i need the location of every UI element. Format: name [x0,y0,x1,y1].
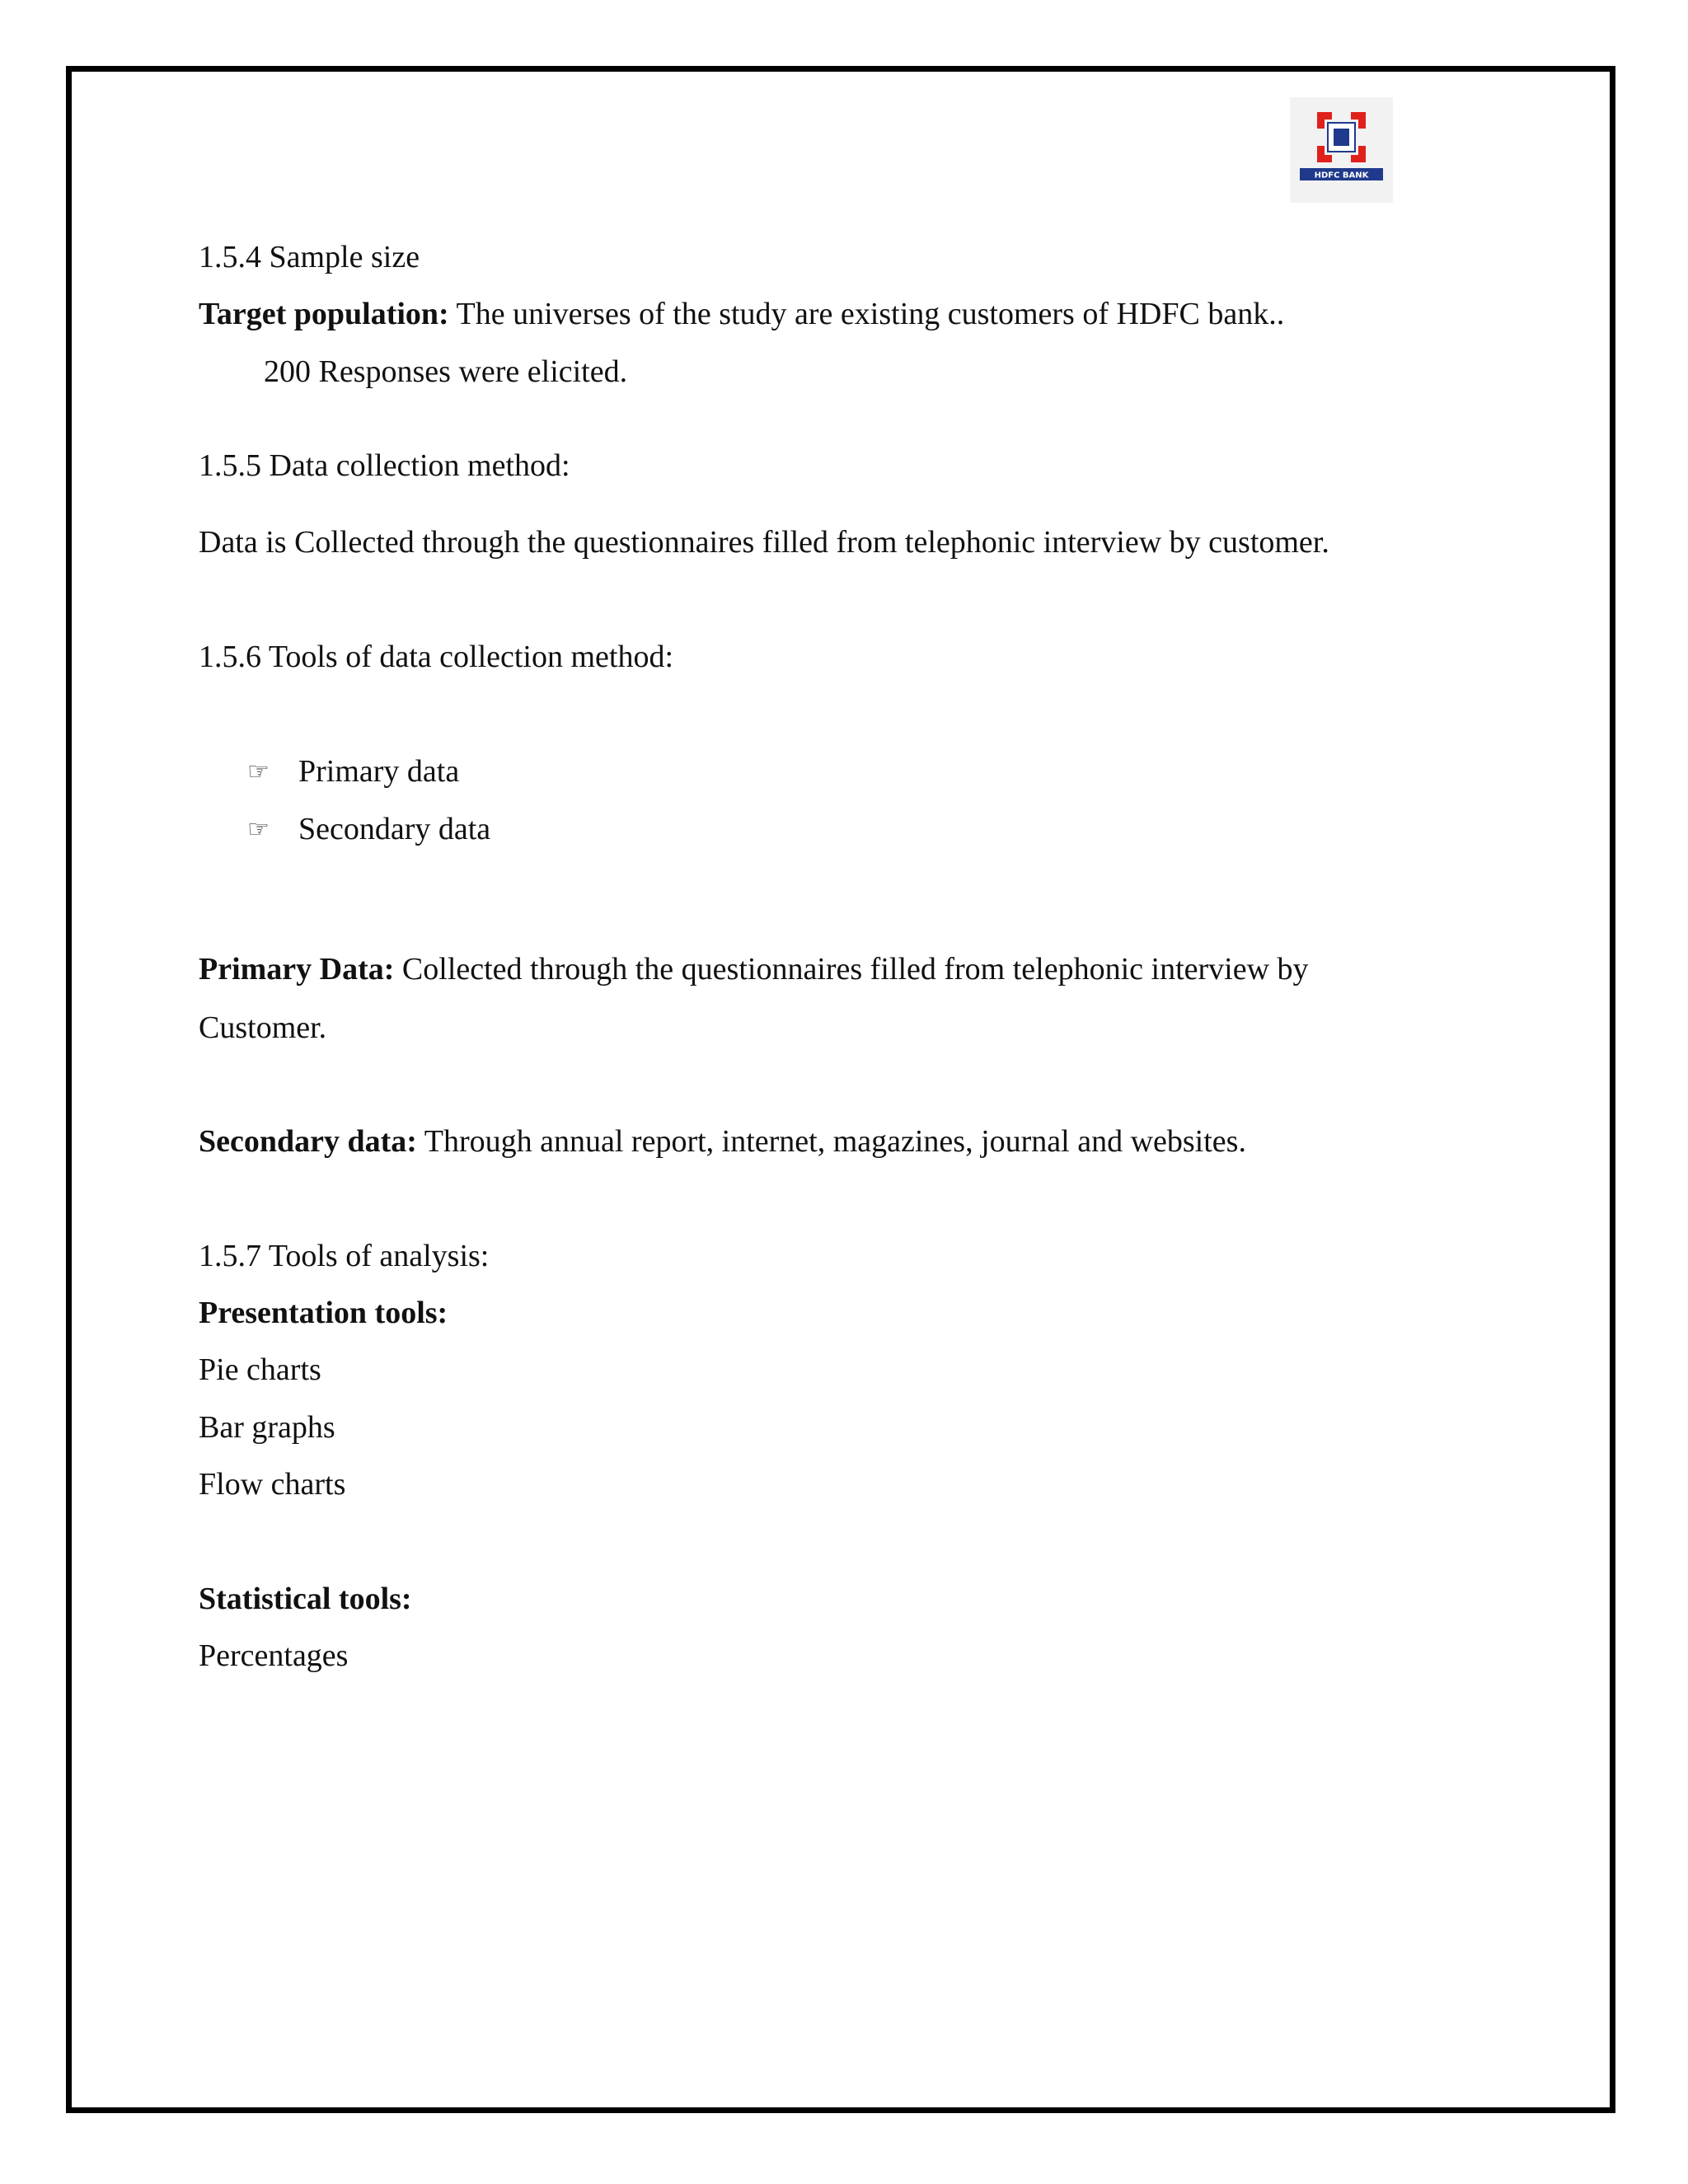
target-population-paragraph [199,295,1284,333]
statistical-tool-item: Percentages [199,1638,349,1673]
data-collection-text: Data is Collected through the questionnaires filled from telephonic interview by customer. [199,525,1329,560]
hdfc-logo-icon [1290,97,1393,203]
presentation-tool-item: Bar graphs [199,1410,335,1445]
statistical-tools-label: Statistical tools: [199,1582,412,1616]
primary-data-text: Collected through the questionnaires filled from telephonic interview by [394,952,1309,987]
responses-text: 200 Responses were elicited. [264,354,628,389]
secondary-data-text: Through annual report, internet, magazines, journal and websites. [416,1124,1246,1159]
pointing-hand-icon: ☞ [247,815,270,844]
secondary-data-paragraph [199,1122,1246,1160]
sample-size-heading: 1.5.4 Sample size [199,240,420,274]
pointing-hand-icon: ☞ [247,757,270,786]
list-item-label: Secondary data [298,812,491,846]
presentation-tools-label: Presentation tools: [199,1296,448,1330]
hdfc-bank-logo [1290,97,1393,203]
tools-collection-heading: 1.5.6 Tools of data collection method: [199,640,674,674]
primary-data-text-continued: Customer. [199,1010,327,1045]
primary-data-paragraph [199,950,1309,988]
presentation-tool-item: Pie charts [199,1352,321,1387]
presentation-tool-item: Flow charts [199,1467,346,1502]
list-item-label: Primary data [298,754,460,789]
logo-text: HDFC BANK [1314,171,1369,180]
analysis-heading: 1.5.7 Tools of analysis: [199,1239,490,1273]
data-collection-heading: 1.5.5 Data collection method: [199,448,570,483]
primary-data-label: Primary Data: [199,952,395,987]
list-item [247,752,459,791]
secondary-data-label: Secondary data: [199,1124,417,1159]
target-population-text: The universes of the study are existing customers of HDFC bank.. [448,297,1285,331]
target-population-label: Target population: [199,297,449,331]
list-item [247,810,490,849]
